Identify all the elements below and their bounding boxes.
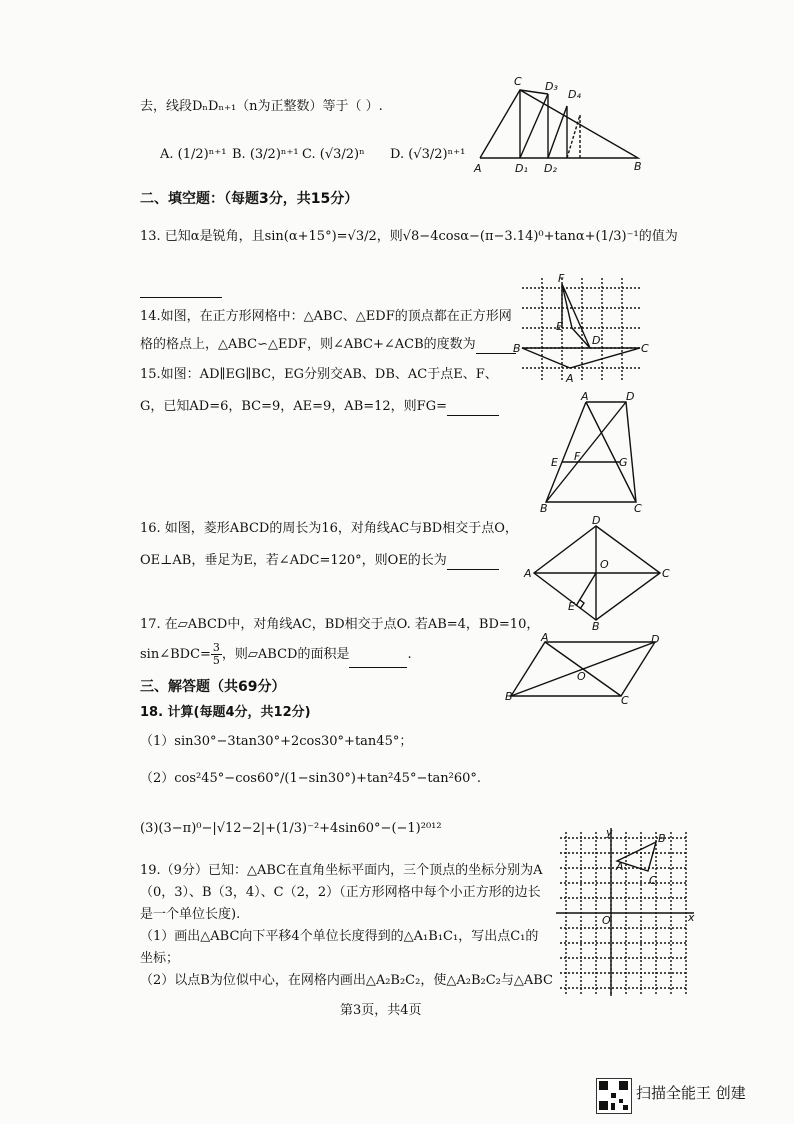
q14-label-b: B (513, 342, 521, 355)
q16-figure (520, 514, 670, 633)
q16-line2: OE⊥AB，垂足为E，若∠ADC=120°，则OE的长为 (140, 553, 447, 568)
q16-label-b: B (592, 620, 600, 633)
exam-page: 去，线段DₙDₙ₊₁（n为正整数）等于（ ）. A. (1/2)ⁿ⁺¹ B. (3/2)ⁿ⁺¹ C. (√3/2)ⁿ D. (√3/2)ⁿ⁺¹ C D₃ D₄ A D₁ D₂ B 二、填空题：（每题3分，共15分） 13. 已知α是锐角，且sin(α+15°)=√3/2，则√8−4cosα−(π−3.14)⁰+tanα+(1/3)⁻¹的值为 14.如图，在正方形网格中：△ABC、△EDF的顶点都在正方形网 格的格点上，△ABC∽△EDF，则∠ABC+∠ACB的度数为 F E D B C A 15.如图：AD∥EG∥BC，EG分别交AB、DB、AC于点E、F、 G，已知AD=6，BC=9，AE=9，AB=12，则FG= A D E F G B C 16. 如图，菱形ABCD的周长为16，对角线AC与BD相交于点O， OE⊥AB，垂足为E，若∠ADC=120°，则OE的长为 D A O C E B 17. 在▱ABCD中，对角线AC，BD相交于点O. 若AB=4，BD=10， sin∠BDC= $\frac{3}{5}$ ，则▱ABCD的面积是 . A D O B C 三、解答题（共69分） 18. 计算(每题4分，共12分) （1）sin30°−3tan30°+2cos30°+tan45°； （2）cos²45°−cos60°/(1−sin30°)+tan²45°−tan²60°. (3)(3−π)⁰−|√12−2|+(1/3)⁻²+4sin60°−(−1)²⁰¹² 19.（9分）已知：△ABC在直角坐标平面内，三个顶点的坐标分别为A （0，3）、B（3，4）、C（2，2）（正方形网格中每个小正方形的边长 是一个单位长度). （1）画出△ABC向下平移4个单位长度得到的△A₁B₁C₁，写出点C₁的 坐标； （2）以点B为位似中心，在网格内画出△A₂B₂C₂，使△A₂B₂C₂与△ABC y B A C O x 第3页，共4页 扫描全能王 创建 (0, 0, 794, 1124)
q14-figure (512, 270, 652, 385)
q14-label-f: F (558, 272, 565, 285)
q14-line2: 格的格点上，△ABC∽△EDF，则∠ABC+∠ACB的度数为 (140, 337, 476, 352)
q19-line1: 19.（9分）已知：△ABC在直角坐标平面内，三个顶点的坐标分别为A (140, 863, 543, 878)
q16-label-o: O (600, 558, 609, 571)
q14-line1: 14.如图，在正方形网格中：△ABC、△EDF的顶点都在正方形网 (140, 309, 512, 324)
q12-option-b: B. (3/2)ⁿ⁺¹ (232, 147, 299, 162)
q19-label-o: O (602, 914, 611, 927)
qr-code-icon (596, 1078, 632, 1114)
q14-label-d: D (592, 334, 601, 347)
q13-answer-blank[interactable] (140, 285, 222, 298)
q19-label-x: x (688, 911, 695, 924)
q15-label-a: A (581, 390, 589, 403)
section3-heading: 三、解答题（共69分） (140, 679, 286, 695)
q12-figure (470, 70, 650, 180)
q18-part2: （2）cos²45°−cos60°/(1−sin30°)+tan²45°−tan²60°. (140, 771, 482, 786)
q17-line2b: ，则▱ABCD的面积是 (221, 647, 350, 662)
q12-label-b: B (634, 160, 642, 173)
q12-label-d1: D₁ (515, 162, 528, 175)
q12-option-c: C. (√3/2)ⁿ (302, 147, 365, 162)
q12-option-d: D. (√3/2)ⁿ⁺¹ (390, 147, 466, 162)
q19-line4: （1）画出△ABC向下平移4个单位长度得到的△A₁B₁C₁，写出点C₁的 (140, 929, 539, 944)
q19-label-a: A (616, 860, 624, 873)
q12-label-c: C (514, 75, 522, 88)
q18-part3: (3)(3−π)⁰−|√12−2|+(1/3)⁻²+4sin60°−(−1)²⁰¹² (140, 821, 442, 836)
q19-line3: 是一个单位长度). (140, 907, 241, 922)
q14-label-e: E (556, 320, 563, 333)
q19-line2: （0，3）、B（3，4）、C（2，2）（正方形网格中每个小正方形的边长 (140, 885, 541, 900)
q12-label-d4: D₄ (568, 88, 581, 101)
q18-title: 18. 计算(每题4分，共12分) (140, 705, 311, 720)
q16-label-d: D (592, 514, 601, 527)
q17-fraction: $\frac{3}{5}$ (212, 641, 220, 667)
q18-part1: （1）sin30°−3tan30°+2cos30°+tan45°； (140, 734, 413, 749)
q17-line2a: sin∠BDC= (140, 647, 211, 662)
q15-answer-blank[interactable] (447, 403, 499, 416)
q15-label-d: D (626, 390, 635, 403)
q13-text: 13. 已知α是锐角，且sin(α+15°)=√3/2，则√8−4cosα−(π−3.14)⁰+tanα+(1/3)⁻¹的值为 (140, 229, 678, 244)
q19-line5: 坐标； (140, 951, 180, 966)
q16-answer-blank[interactable] (447, 557, 499, 570)
scanner-watermark: 扫描全能王 创建 (636, 1084, 746, 1102)
q17-figure (505, 631, 665, 707)
q12-stem: 去，线段DₙDₙ₊₁（n为正整数）等于（ ）. (140, 99, 383, 114)
q12-option-d-expr: (√3/2)ⁿ⁺¹ (408, 147, 466, 162)
q16-line1: 16. 如图，菱形ABCD的周长为16，对角线AC与BD相交于点O， (140, 521, 518, 536)
q19-coordinate-grid (556, 826, 696, 998)
q12-label-d2: D₂ (544, 162, 557, 175)
q16-label-c: C (662, 567, 670, 580)
q17-label-a: A (541, 631, 549, 644)
q15-line1: 15.如图：AD∥EG∥BC，EG分别交AB、DB、AC于点E、F、 (140, 367, 498, 382)
q16-label-a: A (524, 567, 532, 580)
q14-triangle-edf (562, 284, 590, 348)
section2-heading: 二、填空题：（每题3分，共15分） (140, 191, 359, 207)
q14-label-c: C (641, 342, 649, 355)
q15-label-b: B (540, 502, 548, 515)
q14-label-a: A (566, 372, 574, 385)
q19-label-b: B (658, 832, 666, 845)
q12-option-c-expr: (√3/2)ⁿ (319, 147, 365, 162)
q12-label-a: A (474, 162, 482, 175)
q17-answer-blank[interactable] (349, 655, 407, 668)
q15-line2: G，已知AD=6，BC=9，AE=9，AB=12，则FG= (140, 399, 447, 414)
q15-label-f: F (574, 450, 581, 463)
q19-label-c: C (649, 874, 657, 887)
q15-label-g: G (619, 456, 628, 469)
q15-figure (536, 392, 646, 514)
q17-label-d: D (651, 633, 660, 646)
q15-label-e: E (551, 456, 558, 469)
q17-label-c: C (621, 694, 629, 707)
q17-label-b: B (505, 690, 513, 703)
q15-label-c: C (634, 502, 642, 515)
page-footer: 第3页，共4页 (340, 1003, 422, 1018)
q15-trapezoid (546, 402, 636, 502)
q12-label-d3: D₃ (545, 80, 558, 93)
q17-label-o: O (577, 670, 586, 683)
q12-option-a: A. (1/2)ⁿ⁺¹ (160, 147, 227, 162)
q12-triangle (480, 90, 638, 158)
q19-label-y: y (606, 826, 613, 839)
q16-label-e: E (568, 600, 575, 613)
q14-answer-blank[interactable] (476, 341, 516, 354)
q12-option-a-expr: (1/2)ⁿ⁺¹ (177, 147, 227, 162)
q17-line1: 17. 在▱ABCD中，对角线AC，BD相交于点O. 若AB=4，BD=10， (140, 617, 540, 632)
q12-option-b-expr: (3/2)ⁿ⁺¹ (249, 147, 299, 162)
q19-line6: （2）以点B为位似中心，在网格内画出△A₂B₂C₂，使△A₂B₂C₂与△ABC (140, 973, 553, 988)
